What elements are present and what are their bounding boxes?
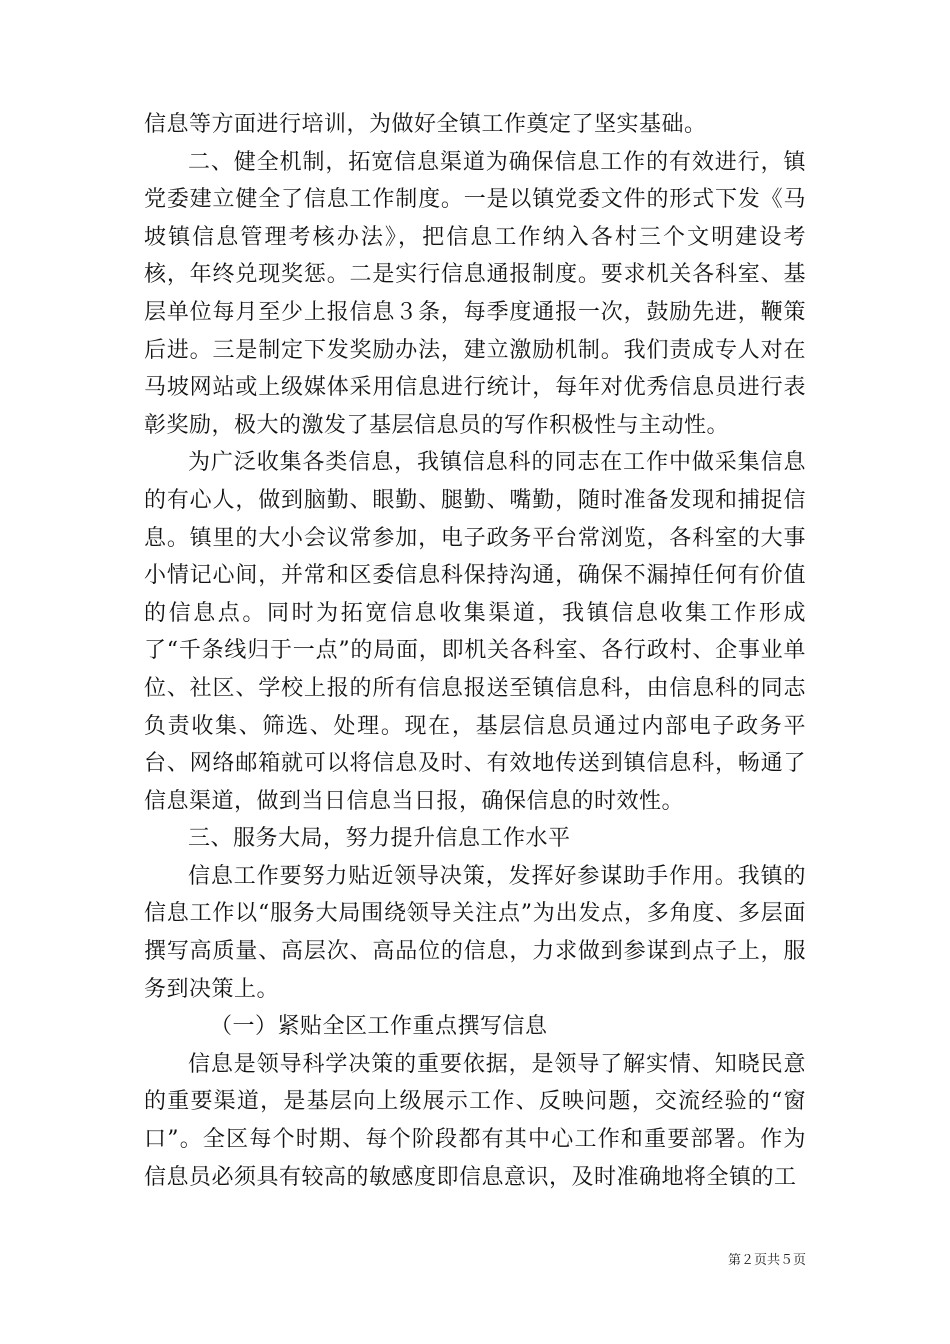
paragraph-3: 为广泛收集各类信息，我镇信息科的同志在工作中做采集信息的有心人，做到脑勤、眼勤、腿勤、嘴勤，随时准备发现和捕捉信息。镇里的大小会议常参加，电子政务平台常浏览，各科室的大事小情记心间，并常和区委信息科保持沟通，确保不漏掉任何有价值的信息点。同时为拓宽信息收集渠道，我镇信息收集工作形成了“千条线归于一点”的局面，即机关各科室、各行政村、企事业单位、社区、学校上报的所有信息报送至镇信息科，由信息科的同志负责收集、筛选、处理。现在，基层信息员通过内部电子政务平台、网络邮箱就可以将信息及时、有效地传送到镇信息科，畅通了信息渠道，做到当日信息当日报，确保信息的时效性。 (144, 450, 806, 814)
document-body (144, 106, 806, 1196)
page-number-footer: 第２页共５页 (727, 1253, 806, 1268)
section-heading-3: 三、服务大局，努力提升信息工作水平 (188, 826, 571, 852)
paragraph-5: 信息工作要努力贴近领导决策，发挥好参谋助手作用。我镇的信息工作以“服务大局围绕领导关注点”为出发点，多角度、多层面撰写高质量、高层次、高品位的信息，力求做到参谋到点子上，服务到决策上。 (144, 863, 806, 1002)
subsection-heading-1: （一）紧贴全区工作重点撰写信息 (210, 1014, 548, 1040)
paragraph-1: 信息等方面进行培训，为做好全镇工作奠定了坚实基础。 (144, 112, 707, 137)
paragraph-2: 二、健全机制，拓宽信息渠道为确保信息工作的有效进行，镇党委建立健全了信息工作制度。一是以镇党委文件的形式下发《马坡镇信息管理考核办法》，把信息工作纳入各村三个文明建设考核，年终兑现奖惩。二是实行信息通报制度。要求机关各科室、基层单位每月至少上报信息３条，每季度通报一次，鼓励先进，鞭策后进。三是制定下发奖励办法，建立激励机制。我们责成专人对在马坡网站或上级媒体采用信息进行统计，每年对优秀信息员进行表彰奖励，极大的激发了基层信息员的写作积极性与主动性。 (144, 149, 806, 438)
paragraph-7: 信息是领导科学决策的重要依据，是领导了解实情、知晓民意的重要渠道，是基层向上级展示工作、反映问题，交流经验的“窗口”。全区每个时期、每个阶段都有其中心工作和重要部署。作为信息员必须具有较高的敏感度即信息意识，及时准确地将全镇的工 (144, 1051, 806, 1190)
